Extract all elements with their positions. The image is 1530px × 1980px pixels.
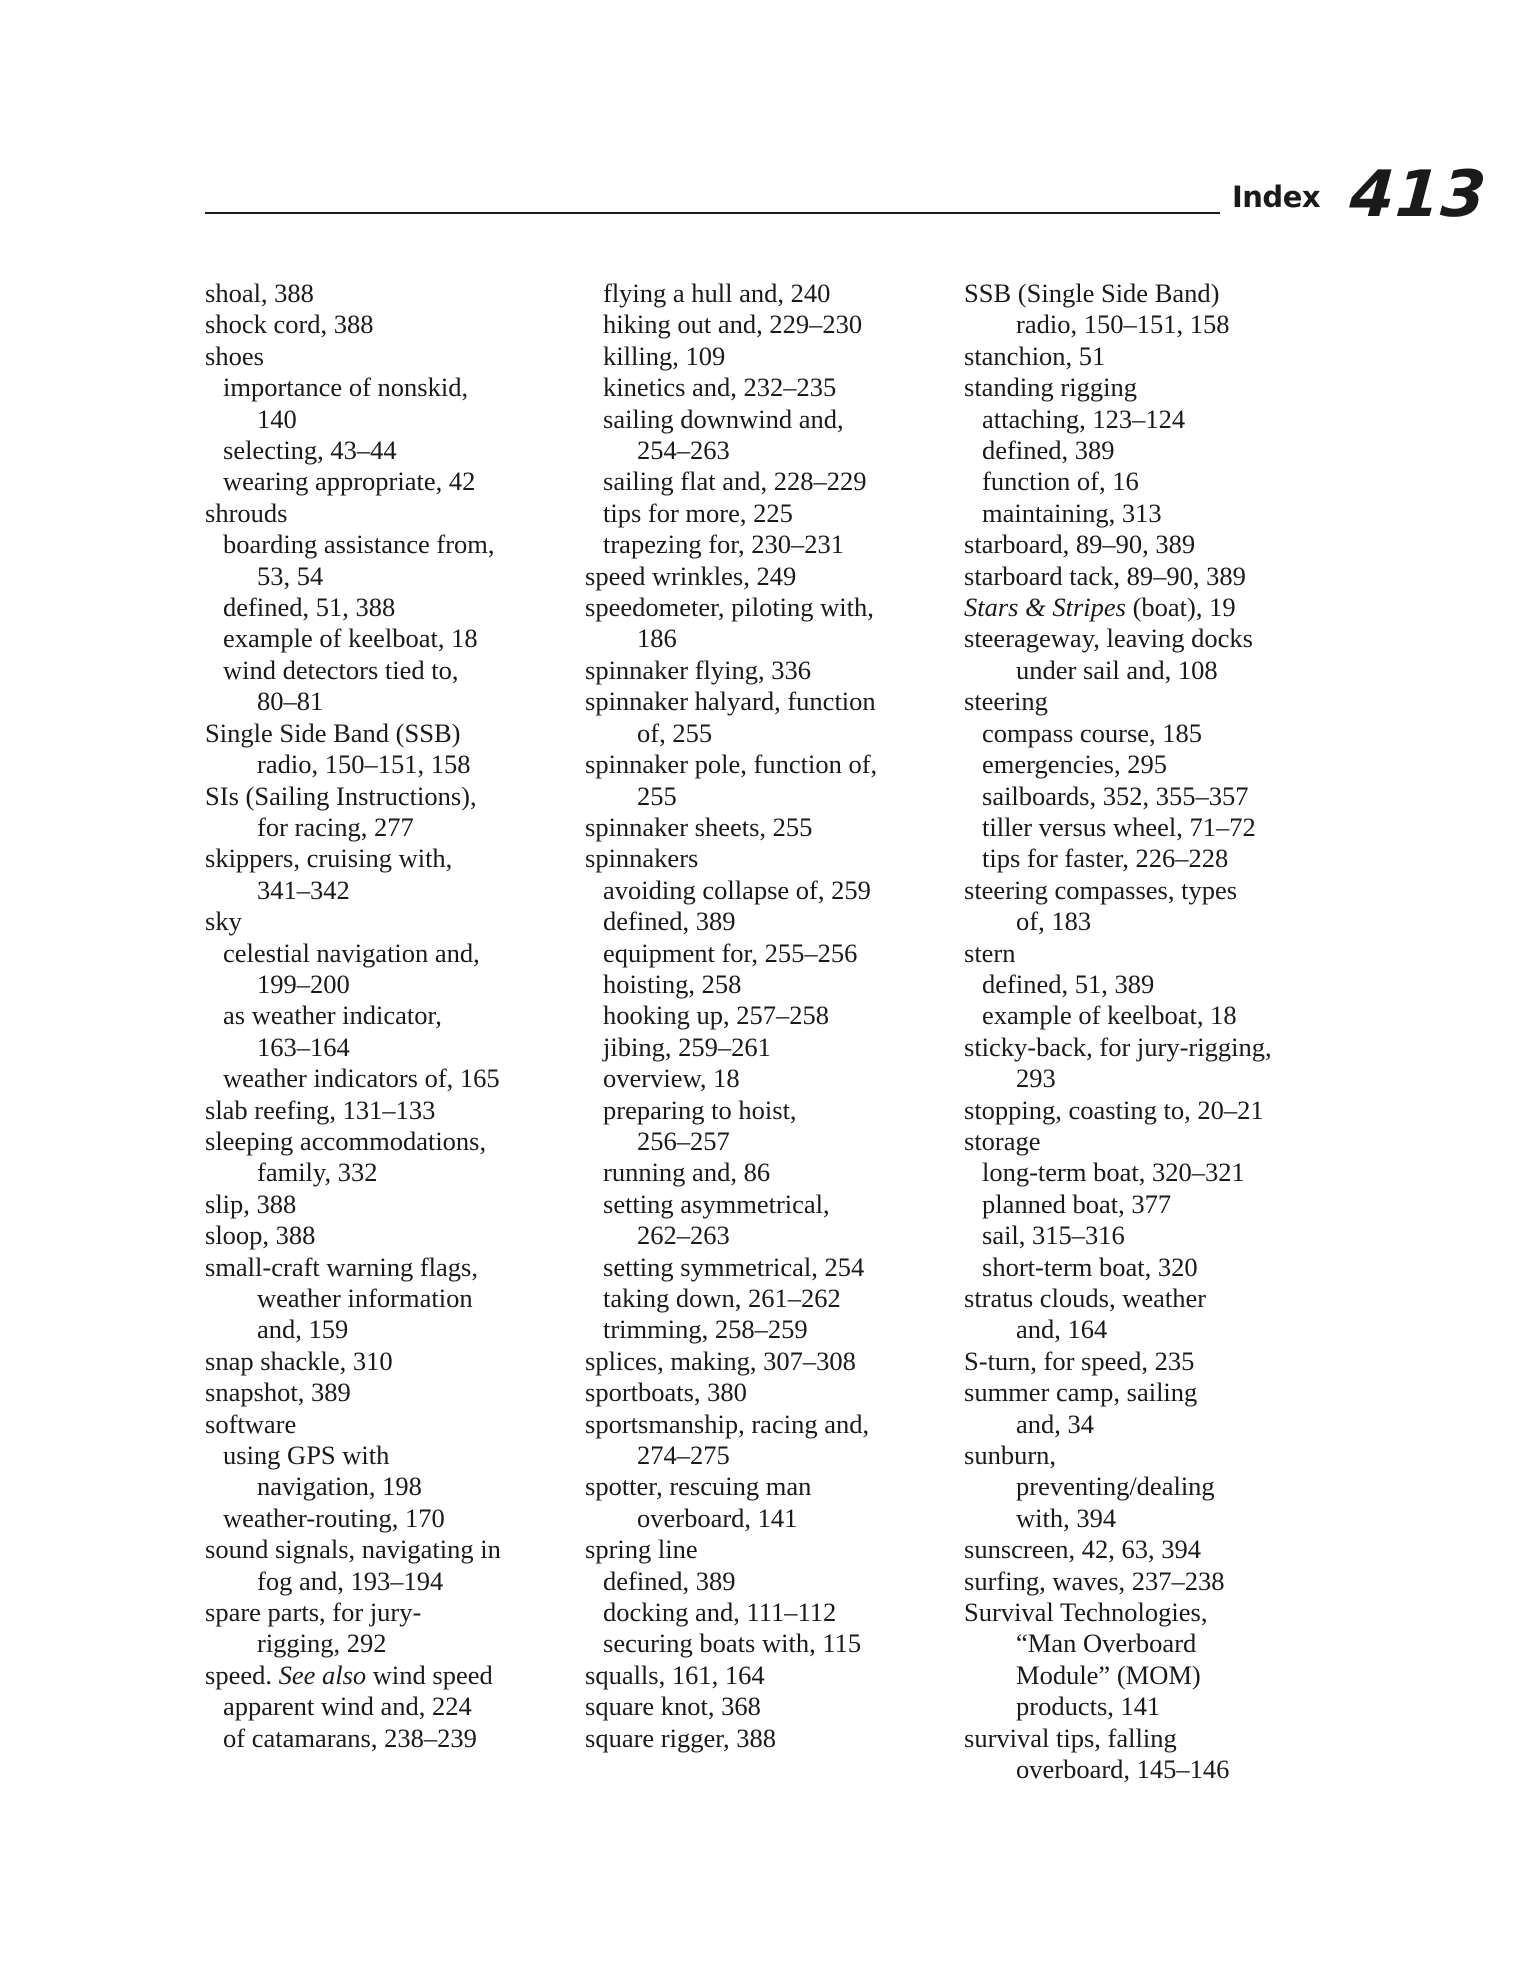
index-subentry — [585, 875, 955, 906]
entry-line: S-turn, for speed, 235 — [964, 1345, 1195, 1376]
index-subentry — [585, 1157, 955, 1188]
entry-continuation-line: of, 255 — [637, 717, 713, 748]
index-subentry — [585, 1000, 955, 1031]
index-subentry — [964, 1157, 1334, 1188]
index-subentry — [585, 1597, 955, 1628]
index-entry — [964, 1346, 1334, 1377]
entry-line: defined, 389 — [603, 1565, 736, 1596]
index-entry — [205, 718, 575, 781]
index-entry — [205, 1252, 575, 1346]
running-head-section: Index — [1232, 180, 1321, 214]
index-entry — [585, 1723, 955, 1754]
entry-line: starboard tack, 89–90, 389 — [964, 560, 1246, 591]
index-subentry — [585, 1252, 955, 1283]
entry-line: steering compasses, types — [964, 874, 1238, 905]
entry-line: taking down, 261–262 — [603, 1283, 841, 1313]
index-subentry — [585, 498, 955, 529]
index-entry — [964, 1723, 1334, 1786]
entry-line: maintaining, 313 — [982, 497, 1162, 528]
entry-continuation-line: weather information — [257, 1283, 473, 1313]
index-subentry — [205, 623, 575, 654]
index-subentry — [585, 1095, 955, 1158]
entry-line: kinetics and, 232–235 — [603, 372, 837, 403]
index-subentry — [585, 1314, 955, 1345]
entry-line: stern — [964, 937, 1016, 968]
index-entry — [964, 1095, 1334, 1126]
entry-line: sky — [205, 906, 242, 937]
index-subentry — [964, 718, 1334, 749]
index-entry — [205, 1377, 575, 1408]
entry-line: tiller versus wheel, 71–72 — [982, 811, 1256, 842]
index-entry — [964, 938, 1334, 969]
entry-line: celestial navigation and, — [223, 937, 480, 968]
index-column-2 — [585, 278, 955, 1754]
entry-line: sportsmanship, racing and, — [585, 1408, 870, 1439]
entry-line: surfing, waves, 237–238 — [964, 1565, 1225, 1596]
index-subentry — [205, 1723, 575, 1754]
entry-line: sticky-back, for jury-rigging, — [964, 1031, 1272, 1062]
entry-continuation-line: and, 164 — [1016, 1314, 1108, 1345]
index-entry — [205, 1220, 575, 1251]
entry-line: selecting, 43–44 — [223, 435, 397, 466]
entry-line: weather-routing, 170 — [223, 1502, 445, 1533]
index-subentry — [585, 1628, 955, 1659]
index-entry — [585, 843, 955, 874]
entry-continuation-line: 199–200 — [257, 968, 350, 999]
entry-line: short-term boat, 320 — [982, 1251, 1198, 1282]
entry-line: defined, 51, 388 — [223, 592, 396, 623]
index-subentry — [585, 341, 955, 372]
index-entry — [205, 341, 575, 372]
entry-line: example of keelboat, 18 — [982, 1000, 1237, 1031]
index-subentry — [205, 938, 575, 1001]
index-column-3 — [964, 278, 1334, 1786]
entry-line: SSB (Single Side Band) — [964, 278, 1220, 308]
entry-line: shoal, 388 — [205, 278, 314, 308]
entry-line: setting asymmetrical, — [603, 1188, 830, 1219]
index-entry — [585, 1409, 955, 1472]
entry-line: sailboards, 352, 355–357 — [982, 780, 1249, 811]
entry-continuation-line: “Man Overboard — [1016, 1628, 1197, 1659]
entry-line: killing, 109 — [603, 340, 726, 371]
index-entry — [585, 749, 955, 812]
entry-line: trimming, 258–259 — [603, 1314, 808, 1345]
entry-line: steerageway, leaving docks — [964, 623, 1253, 654]
index-subentry — [205, 1000, 575, 1063]
entry-line: trapezing for, 230–231 — [603, 529, 845, 560]
entry-continuation-line: with, 394 — [1016, 1502, 1117, 1533]
index-entry — [205, 906, 575, 937]
entry-line: sail, 315–316 — [982, 1220, 1125, 1251]
entry-line: speed. See also wind speed — [205, 1659, 493, 1690]
entry-continuation-line: overboard, 141 — [637, 1502, 798, 1533]
index-entry — [585, 561, 955, 592]
entry-continuation-line: 186 — [637, 623, 677, 654]
index-entry — [205, 278, 575, 309]
entry-continuation-line: 255 — [637, 780, 677, 811]
entry-line: spinnaker halyard, function — [585, 686, 876, 717]
index-entry — [585, 1346, 955, 1377]
index-subentry — [585, 278, 955, 309]
index-subentry — [585, 938, 955, 969]
entry-continuation-line: rigging, 292 — [257, 1628, 387, 1659]
entry-continuation-line: and, 34 — [1016, 1408, 1095, 1439]
entry-line: Single Side Band (SSB) — [205, 717, 461, 748]
index-subentry — [205, 1691, 575, 1722]
entry-line: sloop, 388 — [205, 1220, 316, 1251]
entry-continuation-line: 163–164 — [257, 1031, 350, 1062]
index-subentry — [964, 812, 1334, 843]
entry-line: sleeping accommodations, — [205, 1125, 487, 1156]
entry-continuation-line: 254–263 — [637, 435, 730, 466]
index-subentry — [964, 1189, 1334, 1220]
entry-line: Survival Technologies, — [964, 1597, 1208, 1628]
index-entry — [964, 623, 1334, 686]
entry-line: emergencies, 295 — [982, 749, 1167, 780]
index-subentry — [205, 655, 575, 718]
entry-line: survival tips, falling — [964, 1722, 1177, 1753]
entry-line: hooking up, 257–258 — [603, 1000, 829, 1031]
entry-line: snapshot, 389 — [205, 1377, 351, 1408]
entry-line: example of keelboat, 18 — [223, 623, 478, 654]
index-entry — [205, 781, 575, 844]
index-subentry — [205, 529, 575, 592]
entry-line: wind detectors tied to, — [223, 654, 459, 685]
index-column-1 — [205, 278, 575, 1754]
index-subentry — [964, 969, 1334, 1000]
entry-line: avoiding collapse of, 259 — [603, 874, 871, 905]
entry-line: shock cord, 388 — [205, 309, 374, 340]
index-entry — [585, 812, 955, 843]
index-entry — [964, 1283, 1334, 1346]
entry-line: stanchion, 51 — [964, 340, 1106, 371]
entry-continuation-line: radio, 150–151, 158 — [1016, 309, 1230, 340]
index-entry — [205, 1189, 575, 1220]
entry-line: sunburn, — [964, 1440, 1057, 1471]
entry-line: as weather indicator, — [223, 1000, 442, 1031]
entry-line: wearing appropriate, 42 — [223, 466, 476, 497]
entry-line: splices, making, 307–308 — [585, 1345, 856, 1376]
entry-line: function of, 16 — [982, 466, 1139, 497]
entry-line: spring line — [585, 1534, 698, 1565]
entry-continuation-line: and, 159 — [257, 1314, 349, 1345]
entry-continuation-line: under sail and, 108 — [1016, 654, 1218, 685]
index-subentry — [585, 466, 955, 497]
index-entry — [585, 1660, 955, 1691]
entry-line: preparing to hoist, — [603, 1094, 797, 1125]
index-subentry — [964, 1220, 1334, 1251]
index-subentry — [964, 435, 1334, 466]
index-entry — [964, 529, 1334, 560]
entry-line: sailing flat and, 228–229 — [603, 466, 867, 497]
index-subentry — [964, 1252, 1334, 1283]
entry-line: summer camp, sailing — [964, 1377, 1198, 1408]
index-entry — [205, 498, 575, 529]
index-subentry — [964, 466, 1334, 497]
entry-continuation-line: for racing, 277 — [257, 811, 414, 842]
entry-line: weather indicators of, 165 — [223, 1063, 500, 1094]
entry-continuation-line: 140 — [257, 403, 297, 434]
entry-line: long-term boat, 320–321 — [982, 1157, 1245, 1188]
entry-line: starboard, 89–90, 389 — [964, 529, 1196, 560]
entry-line: small-craft warning flags, — [205, 1251, 478, 1282]
entry-line: of catamarans, 238–239 — [223, 1722, 477, 1753]
index-subentry — [585, 309, 955, 340]
index-entry — [964, 372, 1334, 403]
entry-continuation-line: 80–81 — [257, 686, 324, 717]
index-entry — [964, 686, 1334, 717]
entry-line: slip, 388 — [205, 1188, 297, 1219]
entry-line: sound signals, navigating in — [205, 1534, 501, 1565]
index-entry — [585, 1534, 955, 1565]
index-subentry — [205, 1063, 575, 1094]
entry-continuation-line: 262–263 — [637, 1220, 730, 1251]
index-entry — [964, 561, 1334, 592]
entry-continuation-line: 341–342 — [257, 874, 350, 905]
entry-line: storage — [964, 1125, 1041, 1156]
index-subentry — [205, 372, 575, 435]
index-entry — [205, 843, 575, 906]
entry-line: spinnaker pole, function of, — [585, 749, 878, 780]
entry-line: speed wrinkles, 249 — [585, 560, 797, 591]
entry-line: setting symmetrical, 254 — [603, 1251, 865, 1282]
entry-line: sunscreen, 42, 63, 394 — [964, 1534, 1201, 1565]
entry-line: hoisting, 258 — [603, 968, 742, 999]
entry-continuation-line: 293 — [1016, 1063, 1056, 1094]
index-subentry — [585, 404, 955, 467]
index-subentry — [964, 749, 1334, 780]
index-entry — [585, 1377, 955, 1408]
entry-line: tips for faster, 226–228 — [982, 843, 1229, 874]
entry-line: spare parts, for jury- — [205, 1597, 422, 1628]
index-entry — [964, 341, 1334, 372]
index-entry — [585, 1691, 955, 1722]
entry-line: sailing downwind and, — [603, 403, 844, 434]
entry-line: sportboats, 380 — [585, 1377, 747, 1408]
entry-line: spinnaker sheets, 255 — [585, 811, 813, 842]
index-entry — [205, 1095, 575, 1126]
entry-line: importance of nonskid, — [223, 372, 469, 403]
index-entry — [964, 1597, 1334, 1723]
entry-line: flying a hull and, 240 — [603, 278, 831, 308]
index-subentry — [205, 1440, 575, 1503]
index-entry — [964, 278, 1334, 341]
index-subentry — [205, 1503, 575, 1534]
index-subentry — [205, 435, 575, 466]
entry-line: Stars & Stripes (boat), 19 — [964, 592, 1236, 623]
entry-continuation-line: radio, 150–151, 158 — [257, 749, 471, 780]
entry-line: boarding assistance from, — [223, 529, 495, 560]
entry-line: shrouds — [205, 497, 288, 528]
index-entry — [205, 1126, 575, 1189]
index-entry — [205, 1597, 575, 1660]
index-subentry — [585, 1283, 955, 1314]
entry-line: compass course, 185 — [982, 717, 1203, 748]
entry-line: square knot, 368 — [585, 1691, 761, 1722]
entry-line: spinnakers — [585, 843, 699, 874]
entry-continuation-line: 274–275 — [637, 1440, 730, 1471]
header-rule — [205, 212, 1220, 214]
index-subentry — [964, 843, 1334, 874]
entry-line: attaching, 123–124 — [982, 403, 1186, 434]
entry-line: planned boat, 377 — [982, 1188, 1172, 1219]
entry-line: skippers, cruising with, — [205, 843, 453, 874]
entry-line: tips for more, 225 — [603, 497, 793, 528]
entry-line: overview, 18 — [603, 1063, 740, 1094]
entry-continuation-line: 256–257 — [637, 1125, 730, 1156]
entry-continuation-line: of, 183 — [1016, 906, 1092, 937]
index-entry — [964, 1032, 1334, 1095]
entry-line: SIs (Sailing Instructions), — [205, 780, 477, 811]
entry-line: equipment for, 255–256 — [603, 937, 858, 968]
entry-line: docking and, 111–112 — [603, 1597, 837, 1628]
entry-line: jibing, 259–261 — [603, 1031, 771, 1062]
entry-line: using GPS with — [223, 1440, 390, 1471]
entry-continuation-line: Module” (MOM) — [1016, 1659, 1201, 1690]
entry-line: speedometer, piloting with, — [585, 592, 874, 623]
entry-continuation-line: preventing/dealing — [1016, 1471, 1215, 1502]
index-entry — [205, 1660, 575, 1691]
index-entry — [964, 1534, 1334, 1565]
entry-continuation-line: 53, 54 — [257, 560, 324, 591]
index-subentry — [964, 404, 1334, 435]
index-subentry — [585, 1063, 955, 1094]
index-subentry — [585, 1189, 955, 1252]
entry-line: defined, 389 — [982, 435, 1115, 466]
index-entry — [964, 592, 1334, 623]
entry-line: apparent wind and, 224 — [223, 1691, 472, 1722]
index-subentry — [585, 372, 955, 403]
index-subentry — [585, 1566, 955, 1597]
entry-continuation-line: overboard, 145–146 — [1016, 1754, 1230, 1785]
entry-line: slab reefing, 131–133 — [205, 1094, 436, 1125]
entry-line: stopping, coasting to, 20–21 — [964, 1094, 1264, 1125]
index-entry — [205, 309, 575, 340]
index-subentry — [964, 781, 1334, 812]
entry-line: hiking out and, 229–230 — [603, 309, 863, 340]
index-entry — [964, 1377, 1334, 1440]
index-entry — [585, 1471, 955, 1534]
entry-line: software — [205, 1408, 297, 1439]
entry-continuation-line: navigation, 198 — [257, 1471, 422, 1502]
index-entry — [964, 1126, 1334, 1157]
index-entry — [964, 1440, 1334, 1534]
entry-continuation-line: family, 332 — [257, 1157, 378, 1188]
index-subentry — [964, 1000, 1334, 1031]
entry-line: snap shackle, 310 — [205, 1345, 393, 1376]
entry-line: stratus clouds, weather — [964, 1283, 1207, 1313]
index-entry — [585, 686, 955, 749]
entry-line: defined, 51, 389 — [982, 968, 1155, 999]
index-subentry — [585, 906, 955, 937]
entry-line: spotter, rescuing man — [585, 1471, 812, 1502]
index-entry — [585, 592, 955, 655]
entry-line: steering — [964, 686, 1048, 717]
entry-line: standing rigging — [964, 372, 1137, 403]
page-number: 413 — [1347, 158, 1490, 232]
entry-continuation-line: products, 141 — [1016, 1691, 1161, 1722]
entry-continuation-line: fog and, 193–194 — [257, 1565, 444, 1596]
index-entry — [964, 875, 1334, 938]
entry-line: spinnaker flying, 336 — [585, 654, 811, 685]
index-subentry — [585, 1032, 955, 1063]
index-subentry — [205, 592, 575, 623]
entry-line: securing boats with, 115 — [603, 1628, 862, 1659]
entry-line: square rigger, 388 — [585, 1722, 776, 1753]
index-subentry — [585, 969, 955, 1000]
index-subentry — [205, 466, 575, 497]
entry-line: shoes — [205, 340, 264, 371]
index-entry — [205, 1534, 575, 1597]
entry-line: squalls, 161, 164 — [585, 1659, 765, 1690]
index-subentry — [585, 529, 955, 560]
entry-line: running and, 86 — [603, 1157, 771, 1188]
entry-line: defined, 389 — [603, 906, 736, 937]
index-entry — [205, 1346, 575, 1377]
index-subentry — [964, 498, 1334, 529]
index-entry — [964, 1566, 1334, 1597]
index-entry — [585, 655, 955, 686]
index-entry — [205, 1409, 575, 1440]
